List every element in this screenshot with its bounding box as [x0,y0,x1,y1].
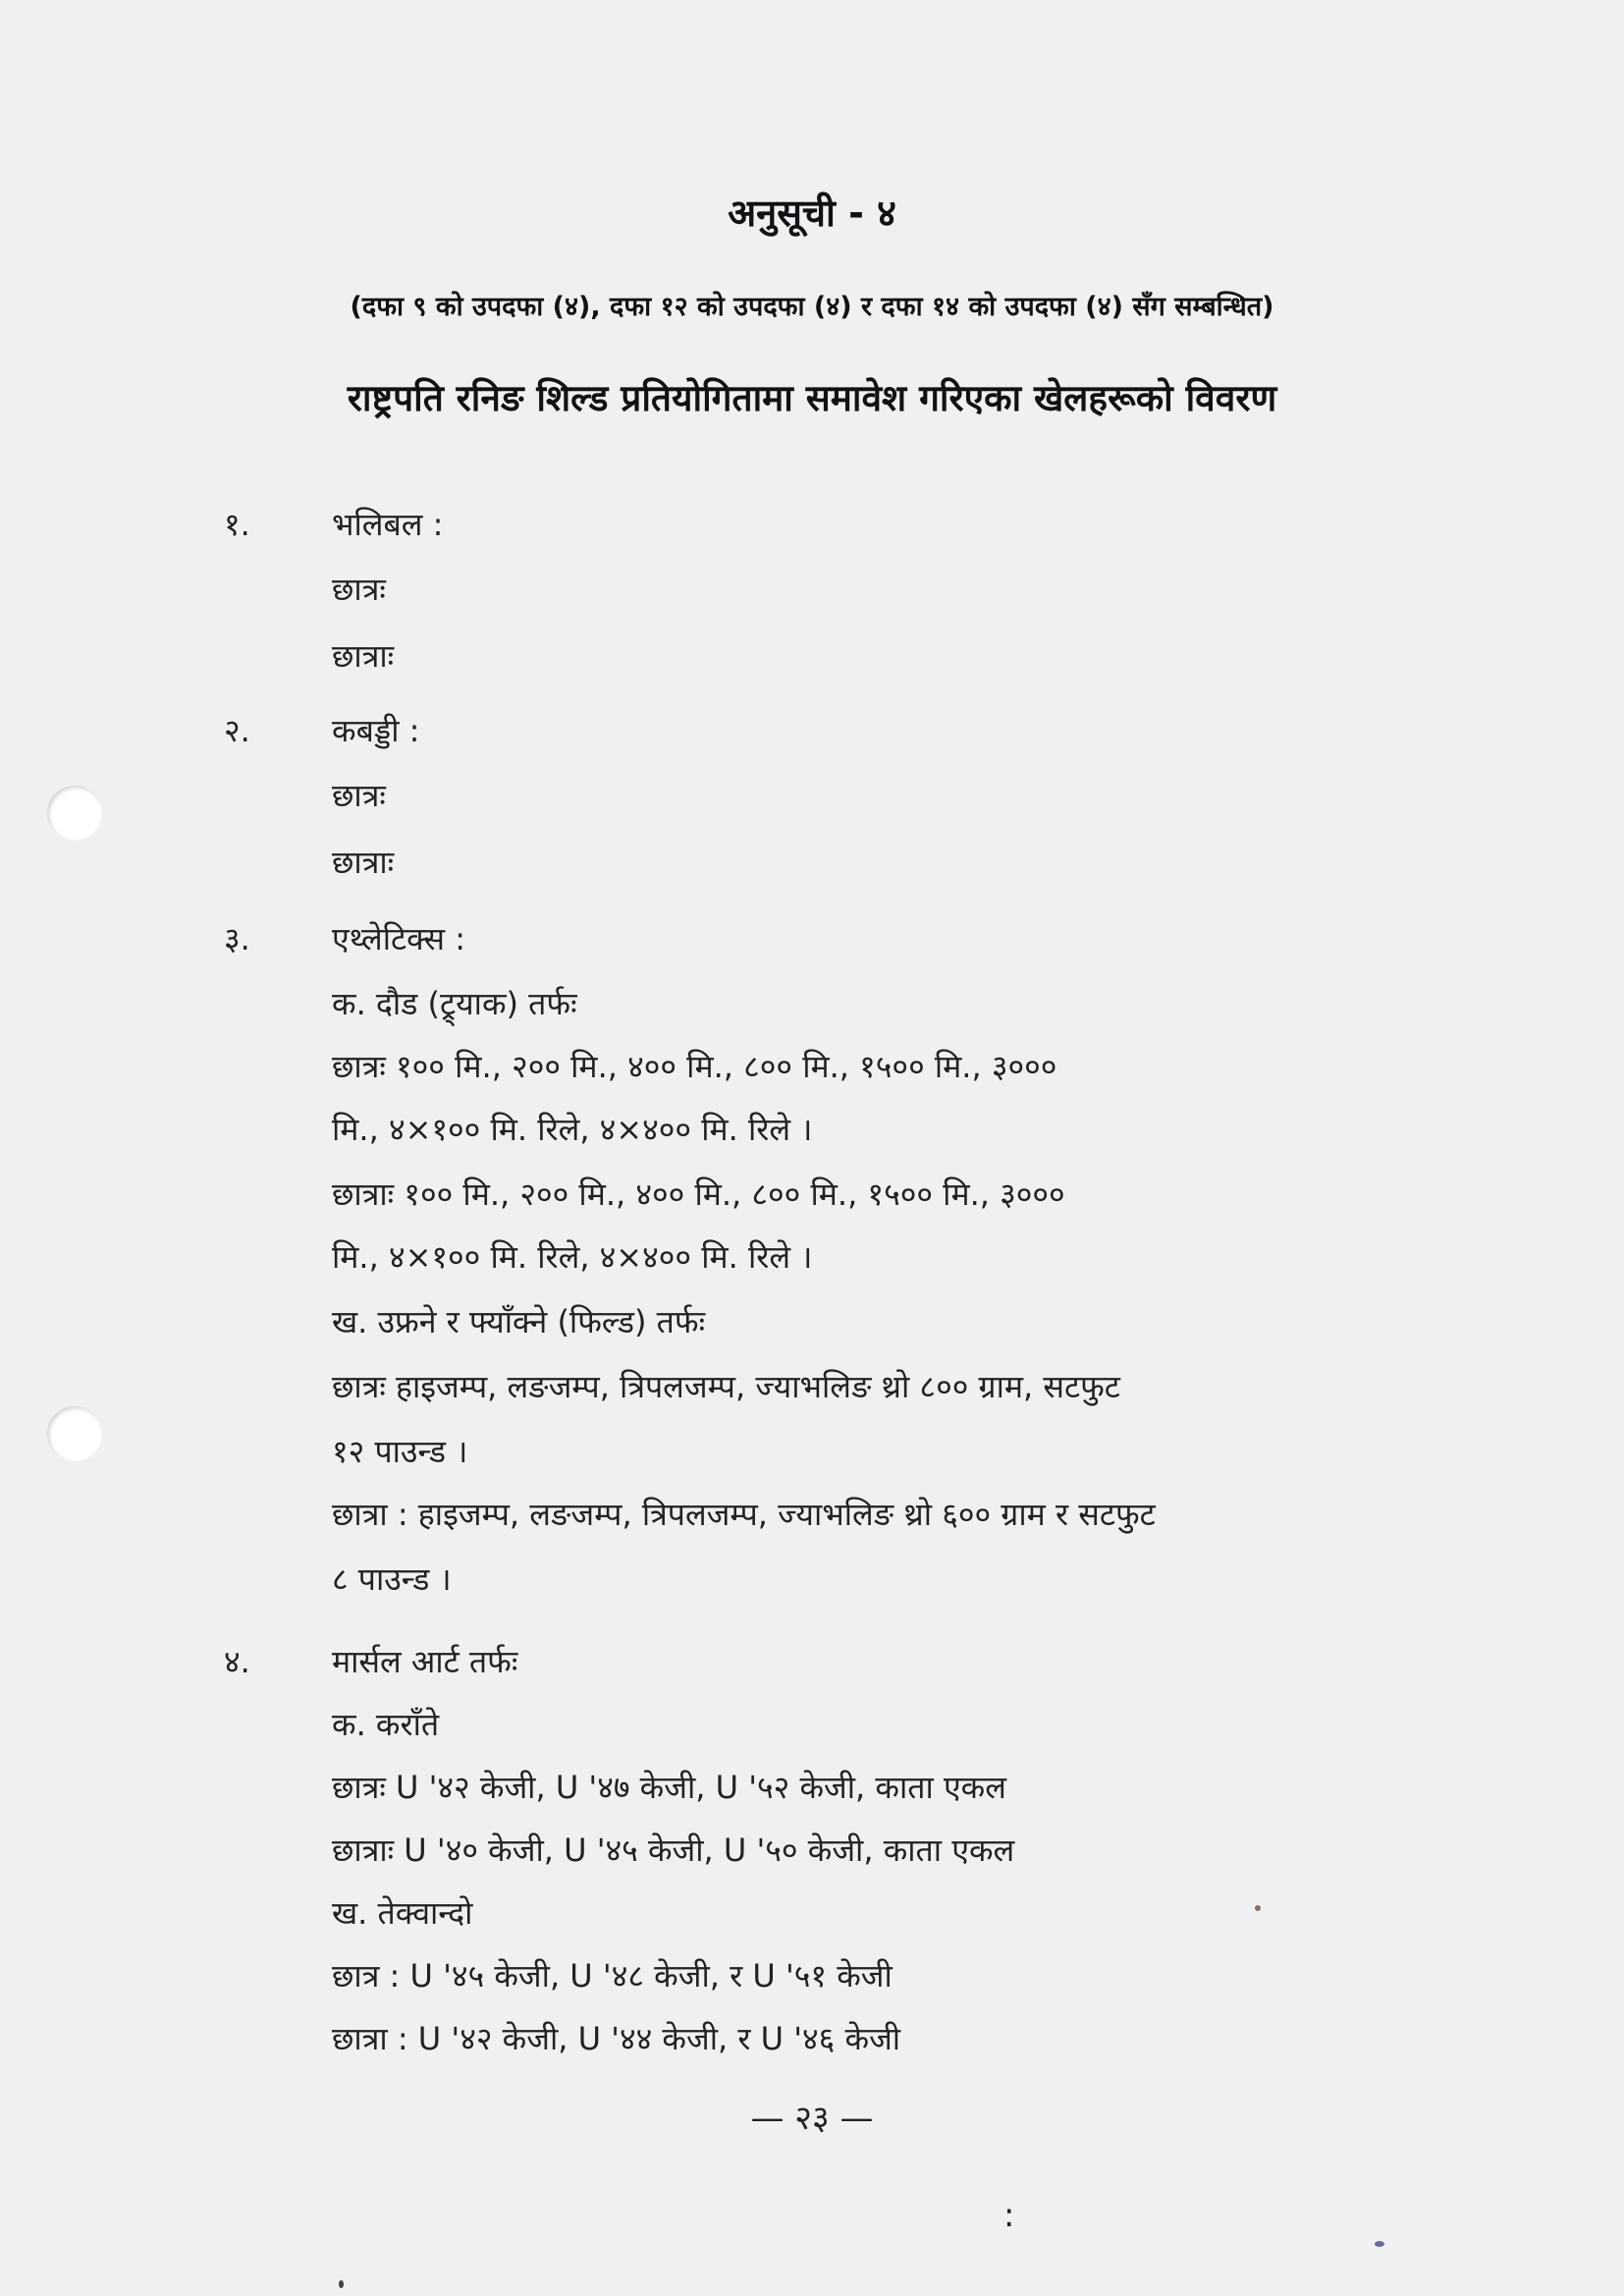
section-line: छात्रा : हाइजम्प, लङजम्प, त्रिपलजम्प, ज्याभलिङ थ्रो ६०० ग्राम र सटफुट [332,1496,1156,1533]
footer-mark: : [1003,2196,1015,2235]
section-number: २. [224,712,250,749]
scan-speck [339,2280,344,2288]
section-line: १२ पाउन्ड । [332,1433,468,1470]
section-number: ४. [224,1643,250,1680]
section-line: छात्राः [332,844,395,881]
page-number: — २३ — [750,2099,874,2138]
section-line: मि., ४×१०० मि. रिले, ४×४०० मि. रिले । [332,1238,813,1276]
section-line: छात्राः U '४० केजी, U '४५ केजी, U '५० केजी, काता एकल [332,1831,1015,1869]
section-line: मार्सल आर्ट तर्फः [332,1643,518,1680]
section-line: छात्रः U '४२ केजी, U '४७ केजी, U '५२ केजी, काता एकल [332,1769,1006,1806]
schedule-subtitle: (दफा ९ को उपदफा (४), दफा १२ को उपदफा (४) र दफा १४ को उपदफा (४) सँग सम्बन्धित) [350,292,1274,322]
section-number: ३. [224,920,250,957]
section-line: मि., ४×१०० मि. रिले, ४×४०० मि. रिले । [332,1111,813,1148]
punch-hole-bottom [47,1406,102,1461]
section-line: एथ्लेटिक्स : [332,920,465,957]
section-number: १. [224,506,250,543]
section-line: कबड्डी : [332,712,420,749]
section-line: क. दौड (ट्र्याक) तर्फः [332,985,577,1022]
section-line: छात्रः [332,571,386,608]
section-line: छात्रः हाइजम्प, लङजम्प, त्रिपलजम्प, ज्याभलिङ थ्रो ८०० ग्राम, सटफुट [332,1368,1120,1405]
section-line: छात्रा : U '४२ केजी, U '४४ केजी, र U '४६ केजी [332,2020,901,2057]
section-line: ख. उफ्रने र फ्याँक्ने (फिल्ड) तर्फः [332,1303,706,1340]
punch-hole-top [47,786,102,841]
section-line: क. कराँते [332,1706,440,1743]
section-line: छात्र : U '४५ केजी, U '४८ केजी, र U '५१ केजी [332,1957,893,1995]
section-line: छात्राः १०० मि., २०० मि., ४०० मि., ८०० मि., १५०० मि., ३००० [332,1175,1065,1213]
section-line: छात्राः [332,637,395,675]
scan-speck [1375,2241,1384,2247]
section-line: ख. तेक्वान्दो [332,1894,473,1932]
section-line: छात्रः १०० मि., २०० मि., ४०० मि., ८०० मि., १५०० मि., ३००० [332,1048,1057,1085]
schedule-heading: राष्ट्रपति रनिङ शिल्ड प्रतियोगितामा समावेश गरिएका खेलहरूको विवरण [347,377,1277,419]
scan-speck [1255,1905,1261,1911]
section-line: ८ पाउन्ड । [332,1560,452,1598]
section-line: छात्रः [332,777,386,814]
section-line: भलिबल : [332,506,444,543]
schedule-title: अनुसूची - ४ [728,191,896,235]
